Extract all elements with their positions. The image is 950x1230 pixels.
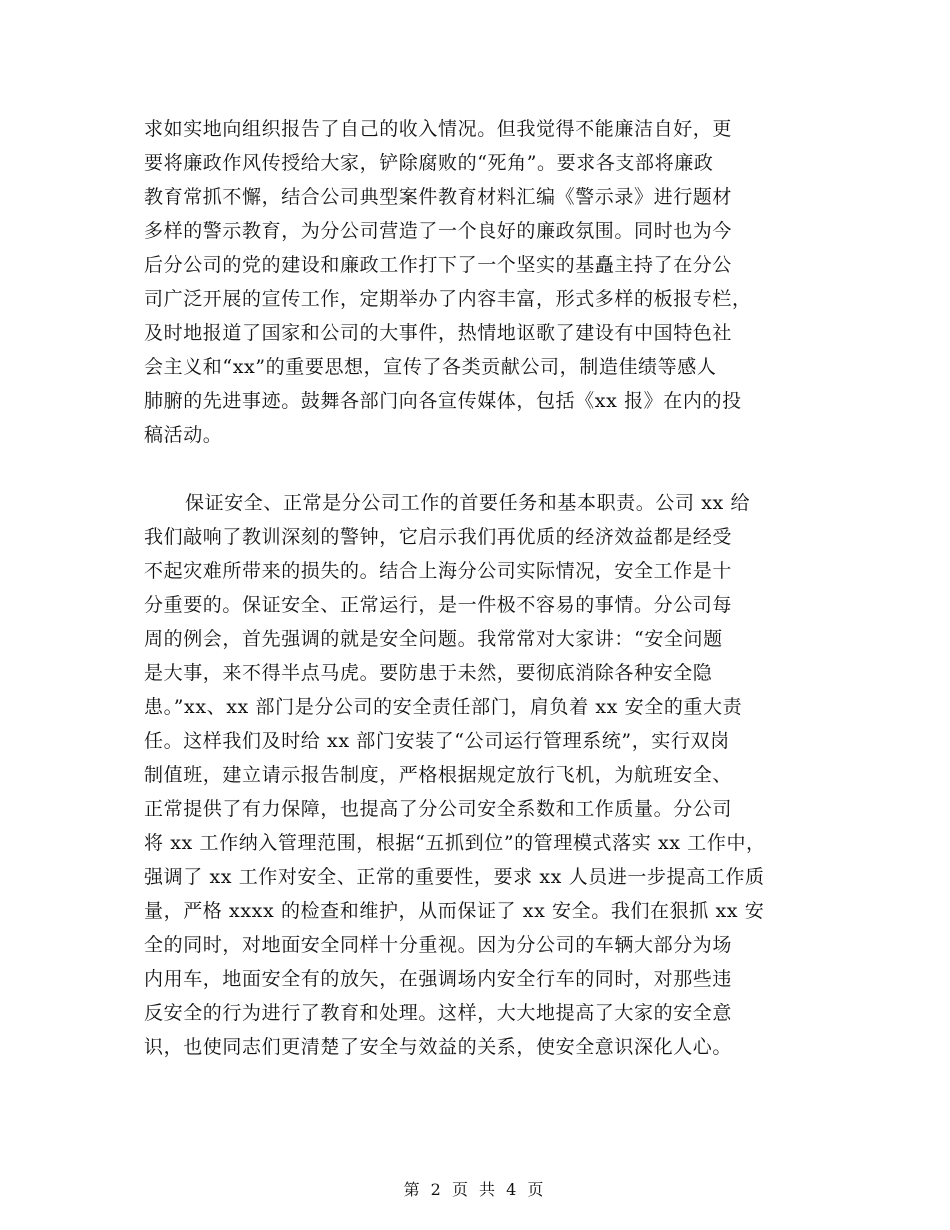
text-line: 是大事，来不得半点马虎。要防患于未然，要彻底消除各种安全隐	[144, 662, 713, 684]
text-line: 求如实地向组织报告了自己的收入情况。但我觉得不能廉洁自好，更	[144, 118, 733, 140]
text-line: 会主义和“xx”的重要思想，宣传了各类贡献公司，制造佳绩等感人	[144, 356, 717, 378]
text-line: 多样的警示教育，为分公司营造了一个良好的廉政氛围。同时也为今	[144, 220, 733, 242]
text-line: 周的例会，首先强调的就是安全问题。我常常对大家讲：“安全问题	[144, 628, 723, 650]
text-line: 分重要的。保证安全、正常运行，是一件极不容易的事情。分公司每	[144, 594, 733, 616]
text-line: 教育常抓不懈，结合公司典型案件教育材料汇编《警示录》进行题材	[144, 186, 733, 208]
text-line: 反安全的行为进行了教育和处理。这样，大大地提高了大家的安全意	[144, 1002, 733, 1024]
text-line: 内用车，地面安全有的放矢，在强调场内安全行车的同时，对那些违	[144, 968, 733, 990]
text-line: 强调了 xx 工作对安全、正常的重要性，要求 xx 人员进一步提高工作质	[144, 866, 765, 888]
text-line: 后分公司的党的建设和廉政工作打下了一个坚实的基矗主持了在分公	[144, 254, 733, 276]
text-line: 要将廉政作风传授给大家，铲除腐败的“死角”。要求各支部将廉政	[144, 152, 714, 174]
text-line: 将 xx 工作纳入管理范围，根据“五抓到位”的管理模式落实 xx 工作中，	[144, 832, 766, 854]
text-line: 司广泛开展的宣传工作，定期举办了内容丰富，形式多样的板报专栏，	[144, 288, 752, 310]
text-line: 不起灾难所带来的损失的。结合上海分公司实际情况，安全工作是十	[144, 560, 733, 582]
text-line: 正常提供了有力保障，也提高了分公司安全系数和工作质量。分公司	[144, 798, 733, 820]
paragraph-first-line: 保证安全、正常是分公司工作的首要任务和基本职责。公司 xx 给	[185, 492, 751, 514]
text-line: 量，严格 xxxx 的检查和维护，从而保证了 xx 安全。我们在狠抓 xx 安	[144, 900, 765, 922]
text-line: 制值班，建立请示报告制度，严格根据规定放行飞机，为航班安全、	[144, 764, 733, 786]
text-line: 肺腑的先进事迹。鼓舞各部门向各宣传媒体，包括《xx 报》在内的投	[144, 390, 742, 412]
text-line: 及时地报道了国家和公司的大事件，热情地讴歌了建设有中国特色社	[144, 322, 733, 344]
text-line: 我们敲响了教训深刻的警钟，它启示我们再优质的经济效益都是经受	[144, 526, 733, 548]
text-line: 稿活动。	[144, 424, 223, 446]
page-number-footer: 第 2 页 共 4 页	[403, 1180, 547, 1199]
text-line: 患。”xx、xx 部门是分公司的安全责任部门，肩负着 xx 安全的重大责	[144, 696, 743, 718]
text-line: 识，也使同志们更清楚了安全与效益的关系，使安全意识深化人心。	[144, 1036, 733, 1058]
text-line: 任。这样我们及时给 xx 部门安装了“公司运行管理系统”，实行双岗	[144, 730, 730, 752]
text-line: 全的同时，对地面安全同样十分重视。因为分公司的车辆大部分为场	[144, 934, 733, 956]
